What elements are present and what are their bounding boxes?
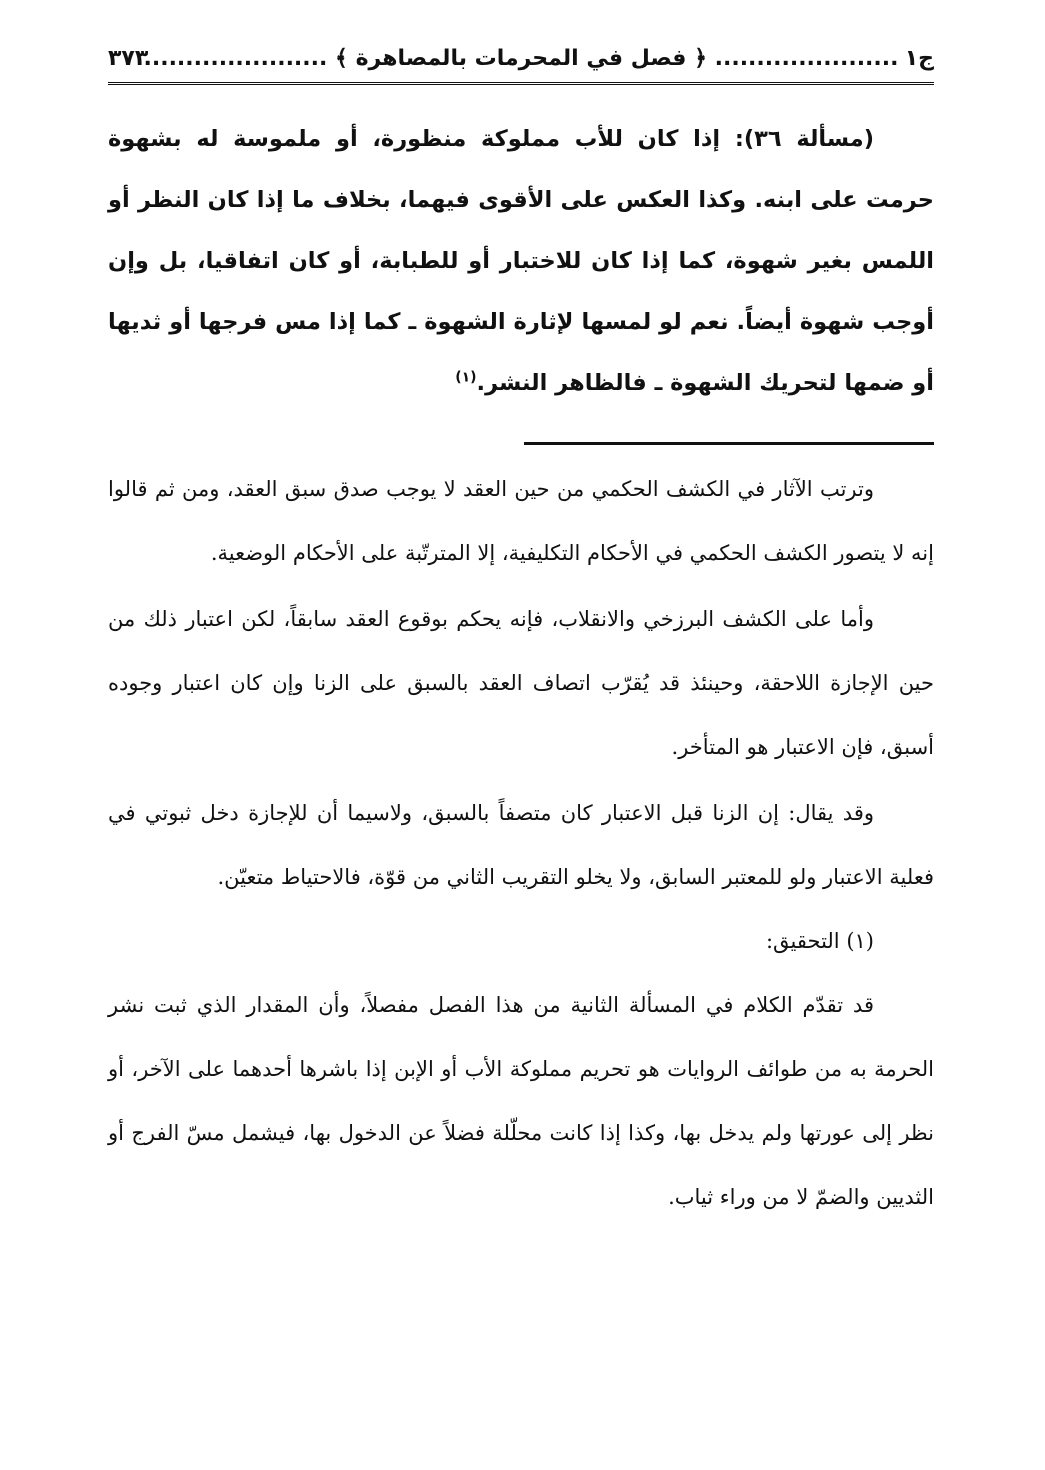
page-number: ٣٧٣ xyxy=(108,46,149,71)
commentary-paragraph: وقد يقال: إن الزنا قبل الاعتبار كان متصفاً بالسبق، ولاسيما أن للإجازة دخل ثبوتي في فعلية الاعتبار ولو للمعتبر السابق، ولا يخلو التقريب الثاني من قوّة، فالاحتياط متعيّن. xyxy=(108,801,934,889)
chapter-title: ...................... ﴿ فصل في المحرمات بالمصاهرة ﴾ ...................... xyxy=(143,46,899,71)
main-paragraph-text: (مسألة ٣٦): إذا كان للأب مملوكة منظورة، أو ملموسة له بشهوة حرمت على ابنه. وكذا العكس على الأقوى فيهما، بخلاف ما إذا كان النظر أو اللمس بغير شهوة، كما إذا كان للاختبار أو للطبابة، أو كان اتفاقيا، بل وإن أوجب شهوة أيضاً. نعم لو لمسها لإثارة الشهوة ـ كما إذا مس فرجها أو ثديها أو ضمها لتحريك الشهوة ـ فالظاهر النشر. xyxy=(108,126,934,396)
commentary-paragraph: وترتب الآثار في الكشف الحكمي من حين العقد لا يوجب صدق سبق العقد، ومن ثم قالوا إنه لا يتصور الكشف الحكمي في الأحكام التكليفية، إلا المترتّبة على الأحكام الوضعية. xyxy=(108,477,934,565)
volume-label: ج١ xyxy=(904,46,934,71)
commentary-paragraph: قد تقدّم الكلام في المسألة الثانية من هذا الفصل مفصلاً، وأن المقدار الذي ثبت نشر الحرمة به من طوائف الروايات هو تحريم مملوكة الأب أو الإبن إذا باشرها أحدهما على الآخر، أو نظر إلى عورتها ولم يدخل بها، وكذا إذا كانت محلّلة فضلاً عن الدخول بها، فيشمل مسّ الفرج أو الثديين والضمّ لا من وراء ثياب. xyxy=(108,993,934,1209)
footnote-reference: (١) xyxy=(455,369,477,386)
commentary-section xyxy=(108,457,934,1229)
commentary-paragraph: وأما على الكشف البرزخي والانقلاب، فإنه يحكم بوقوع العقد سابقاً، لكن اعتبار ذلك من حين الإجازة اللاحقة، وحينئذ قد يُقرّب اتصاف العقد بالسبق على الزنا وإن كان اعتبار وجوده أسبق، فإن الاعتبار هو المتأخر. xyxy=(108,607,934,759)
book-page xyxy=(108,40,934,1229)
running-header xyxy=(108,40,934,85)
main-paragraph xyxy=(108,109,934,414)
footnote-heading: (١) التحقيق: xyxy=(765,929,874,953)
footnote-separator xyxy=(524,442,934,445)
main-text xyxy=(108,109,934,414)
